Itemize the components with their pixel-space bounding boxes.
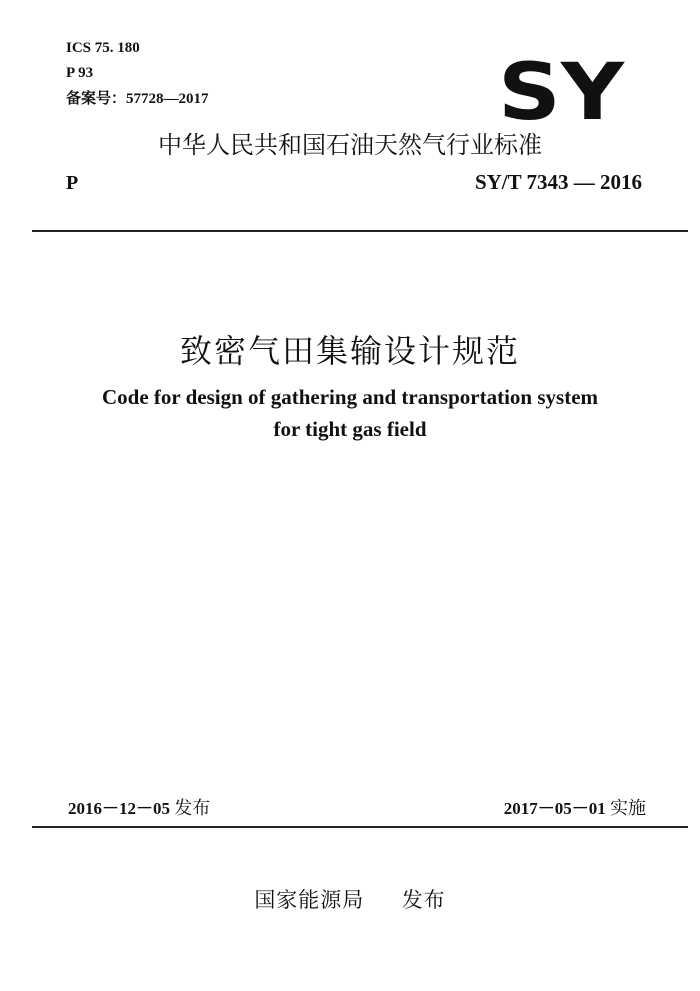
issue-label: 发布 [174, 798, 211, 819]
implement-date [504, 794, 646, 820]
issue-date-value: 2016－12－05 [68, 799, 170, 818]
top-divider [32, 230, 688, 232]
publisher [0, 884, 700, 914]
industry-standard-name: 中华人民共和国石油天然气行业标准 [158, 131, 542, 159]
title-english-line2: for tight gas field [273, 417, 427, 441]
title-english-line1: Code for design of gathering and transportation system [101, 385, 599, 409]
issue-date [68, 794, 210, 820]
sy-logo-text: SY [498, 56, 626, 122]
implement-date-value: 2017－05－01 [503, 799, 606, 818]
implement-label: 实施 [610, 798, 646, 819]
bottom-divider [32, 826, 688, 828]
publisher-action: 发布 [401, 888, 446, 912]
ics-code: ICS 75. 180 [66, 40, 140, 56]
title-chinese: 致密气田集输设计规范 [179, 332, 520, 370]
ccs-code: P 93 [66, 65, 94, 81]
sy-logo [498, 56, 626, 122]
standard-number: SY/T 7343 — 2016 [474, 170, 642, 194]
publisher-name: 国家能源局 [254, 888, 365, 912]
classification-letter: P [66, 172, 79, 194]
record-number: 备案号：57728—2017 [66, 91, 209, 107]
